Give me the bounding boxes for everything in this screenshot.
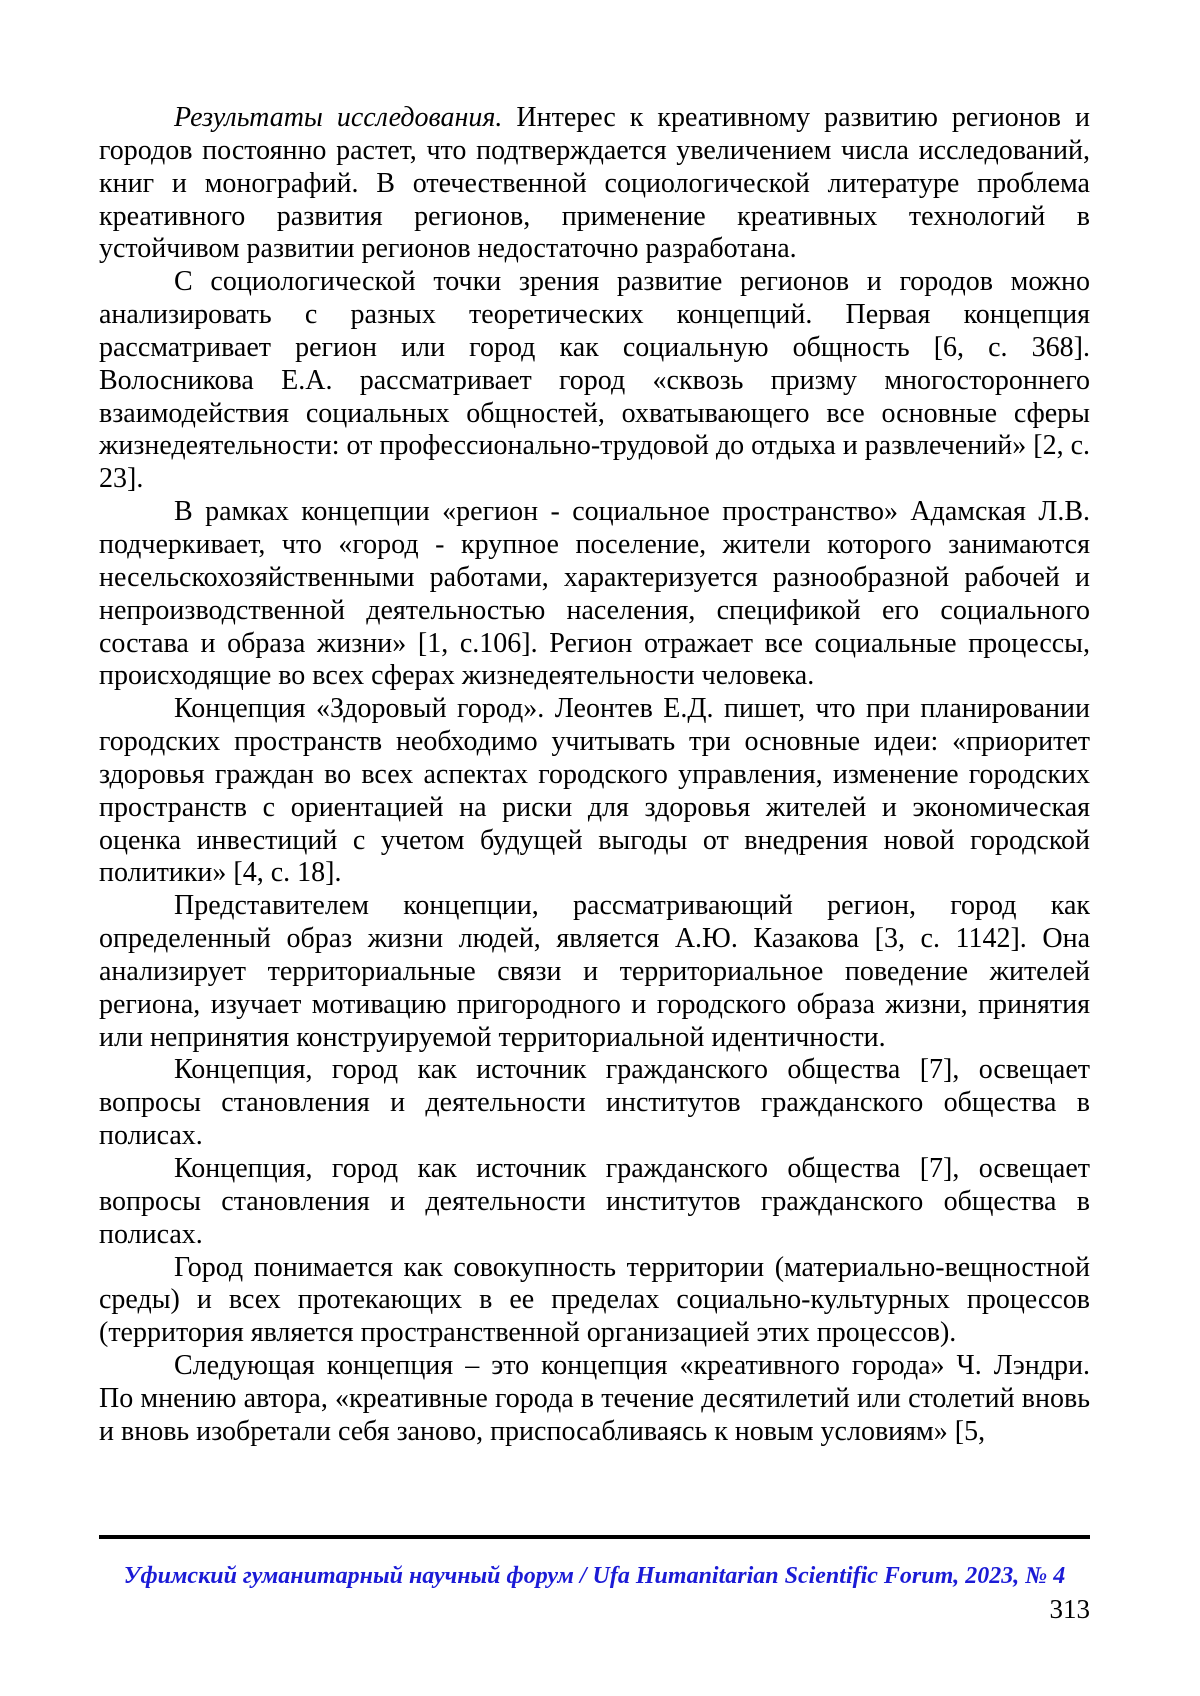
journal-footer: Уфимский гуманитарный научный форум / Ufa Humanitarian Scientific Forum, 2023, № 4	[123, 1563, 1066, 1589]
paragraph: Город понимается как совокупность территории (материально-вещностной среды) и всех протекающих в ее пределах социально-культурных процессов (территория является пространственной организацией этих процессов).	[99, 1251, 1090, 1349]
paragraph: Концепция, город как источник гражданского общества [7], освещает вопросы становления и деятельности институтов гражданского общества в полисах.	[99, 1054, 1090, 1152]
paragraph: Концепция, город как источник гражданского общества [7], освещает вопросы становления и деятельности институтов гражданского общества в полисах.	[99, 1153, 1090, 1250]
paragraph: Следующая концепция – это концепция «креативного города» Ч. Лэндри. По мнению автора, «креативные города в течение десятилетий или столетий вновь и вновь изобретали себя заново, приспосабливаясь к новым условиям» [5,	[99, 1350, 1090, 1447]
paragraph: Результаты исследования. Интерес к креативному развитию регионов и городов постоянно растет, что подтверждается увеличением числа исследований, книг и монографий. В отечественной социологической литературе проблема креативного развития регионов, применение креативных технологий в устойчивом развитии регионов недостаточно разработана.	[99, 102, 1090, 265]
paragraph: В рамках концепции «регион - социальное пространство» Адамская Л.В. подчеркивает, что «город - крупное поселение, жители которого занимаются несельскохозяйственными работами, характеризуется разнообразной рабочей и непроизводственной деятельностью населения, спецификой его социального состава и образа жизни» [1, с.106]. Регион отражает все социальные процессы, происходящие во всех сферах жизнедеятельности человека.	[99, 496, 1090, 692]
paragraph-lead-italic: Результаты исследования.	[174, 102, 503, 133]
paragraph: С социологической точки зрения развитие регионов и городов можно анализировать с разных теоретических концепций. Первая концепция рассматривает регион или город как социальную общность [6, с. 368]. Волосникова Е.А. рассматривает город «сквозь призму многостороннего взаимодействия социальных общностей, охватывающего все основные сферы жизнедеятельности: от профессионально-трудовой до отдыха и развлечений» [2, с. 23].	[99, 266, 1090, 495]
paragraph: Концепция «Здоровый город». Леонтев Е.Д. пишет, что при планировании городских пространств необходимо учитывать три основные идеи: «приоритет здоровья граждан во всех аспектах городского управления, изменение городских пространств с ориентацией на риски для здоровья жителей и экономическая оценка инвестиций с учетом будущей выгоды от внедрения новой городской политики» [4, с. 18].	[99, 693, 1090, 889]
article-body	[99, 102, 1090, 1449]
footer-divider	[99, 1535, 1090, 1539]
paragraph: Представителем концепции, рассматривающий регион, город как определенный образ жизни людей, является А.Ю. Казакова [3, с. 1142]. Она анализирует территориальные связи и территориальное поведение жителей региона, изучает мотивацию пригородного и городского образа жизни, принятия или непринятия конструируемой территориальной идентичности.	[99, 890, 1090, 1053]
page-number: 313	[1049, 1594, 1090, 1624]
